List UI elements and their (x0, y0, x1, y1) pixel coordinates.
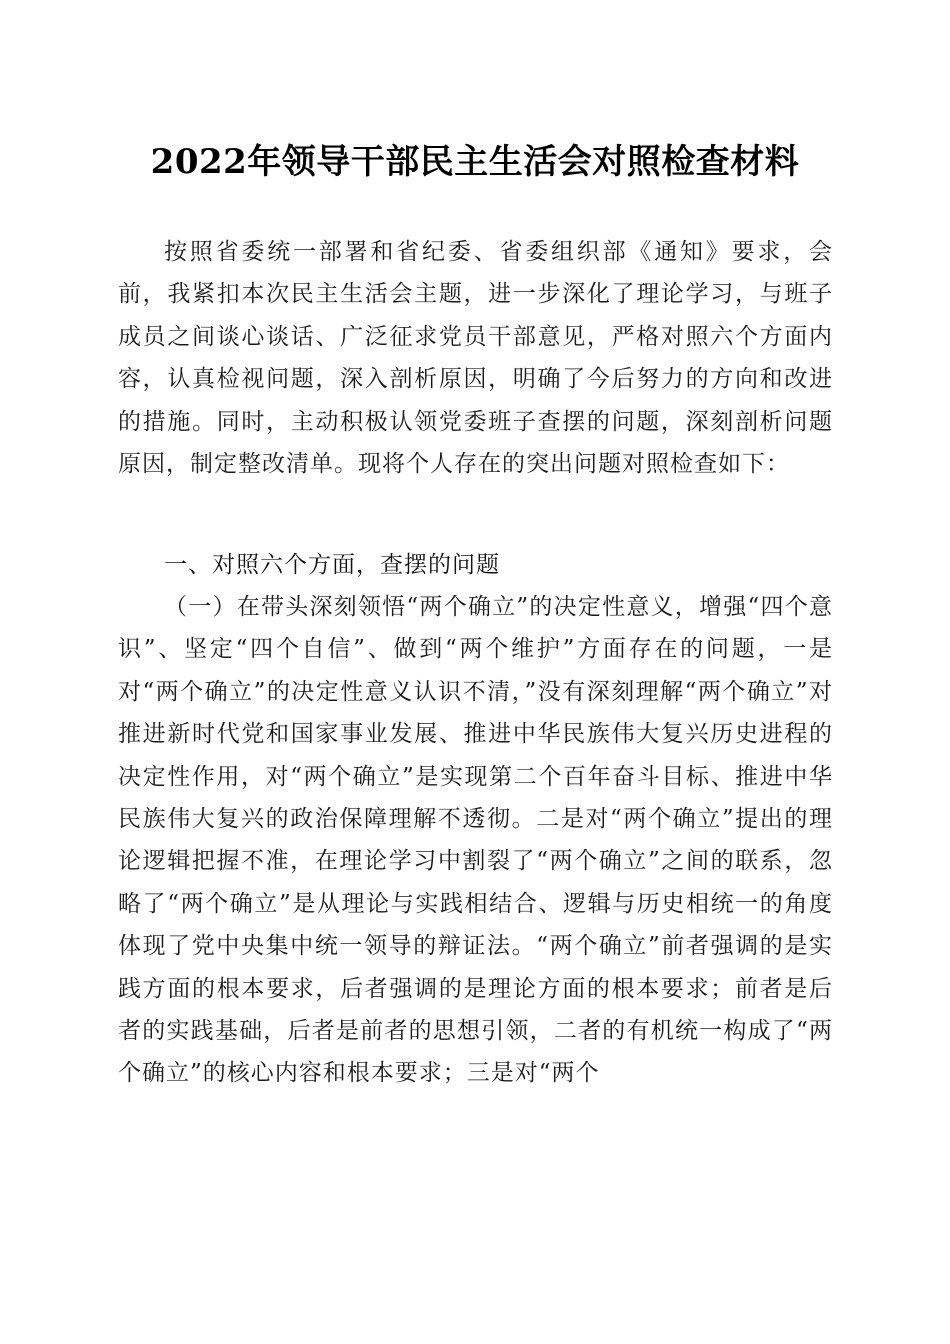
intro-paragraph: 按照省委统一部署和省纪委、省委组织部《通知》要求，会前，我紧扣本次民主生活会主题，进一步深化了理论学习，与班子成员之间谈心谈话、广泛征求党员干部意见，严格对照六个方面内容，认真检视问题，深入剖析原因，明确了今后努力的方向和改进的措施。同时，主动积极认领党委班子查摆的问题，深刻剖析问题原因，制定整改清单。现将个人存在的突出问题对照检查如下： (118, 239, 833, 478)
document-title: 2022年领导干部民主生活会对照检查材料 (150, 142, 800, 182)
section-heading: 一、对照六个方面，查摆的问题 (164, 552, 500, 578)
subsection-paragraph: （一）在带头深刻领悟“两个确立”的决定性意义，增强“四个意识”、坚定“四个自信”、做到“两个维护”方面存在的问题，一是对“两个确立”的决定性意义认识不清，”没有深刻理解“两个确立”对推进新时代党和国家事业发展、推进中华民族伟大复兴历史进程的决定性作用，对“两个确立”是实现第二个百年奋斗目标、推进中华民族伟大复兴的政治保障理解不透彻。二是对“两个确立”提出的理论逻辑把握不准，在理论学习中割裂了“两个确立”之间的联系，忽略了“两个确立”是从理论与实践相结合、逻辑与历史相统一的角度体现了党中央集中统一领导的辩证法。“两个确立”前者强调的是实践方面的根本要求，后者强调的是理论方面的根本要求；前者是后者的实践基础，后者是前者的思想引领，二者的有机统一构成了“两个确立”的核心内容和根本要求；三是对“两个 (118, 594, 833, 1087)
